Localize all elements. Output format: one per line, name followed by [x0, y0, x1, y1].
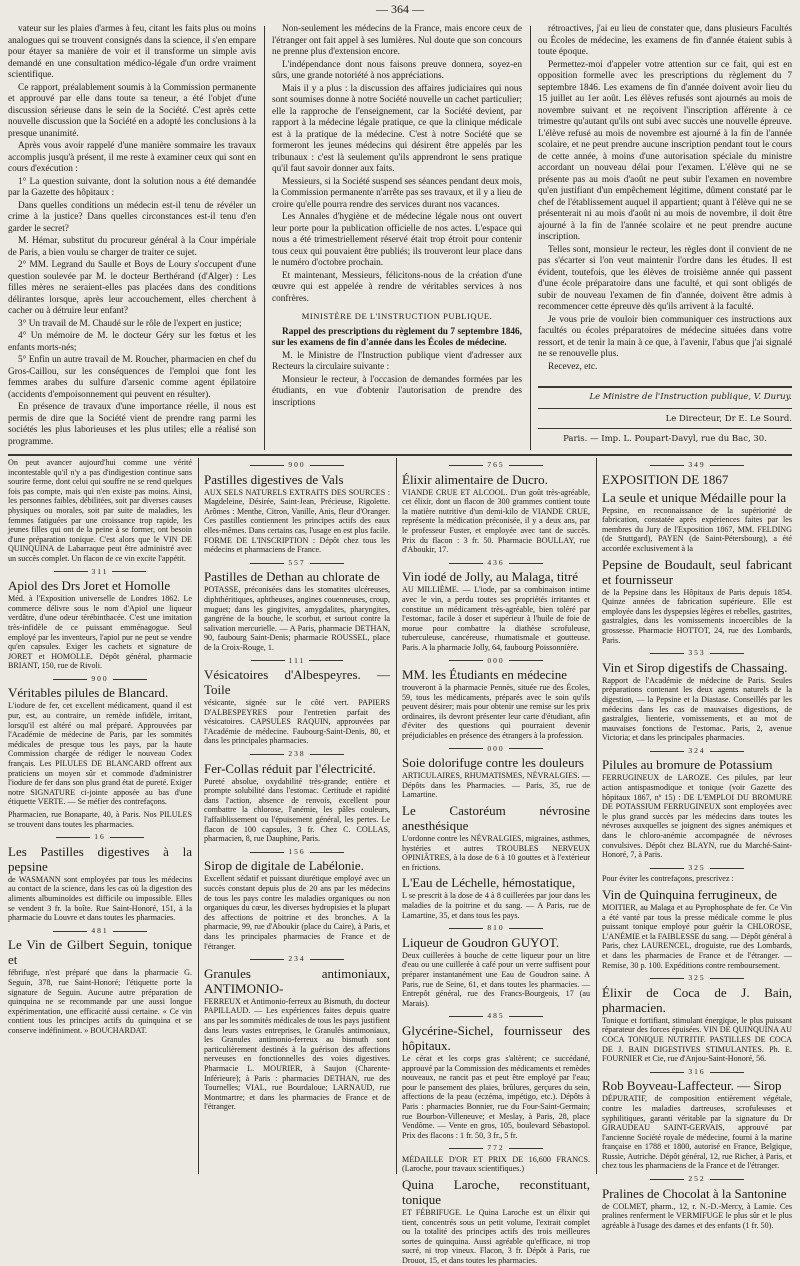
- advertisement: [602, 874, 792, 884]
- notice-title: Rappel des prescriptions du règlement du 7 septembre 1846, sur les examens de fin d'année dans les Écoles de médecine.: [272, 326, 522, 348]
- advertisement: [402, 935, 590, 1009]
- advertisement: [8, 844, 192, 923]
- advertisement: [402, 803, 590, 872]
- advertisement: [402, 1177, 590, 1266]
- paragraph: 2° MM. Legrand du Saulle et Boys de Loury s'occupent d'une question soulevée par M. le docteur Berthérand (d'Alger) : Les filles mères ne seraient-elles pas placées dans des conditions délirantes lorsque, après leur accouchement, elles cherchent à cacher ou à détruire leur enfant?: [8, 260, 256, 316]
- paragraph: Je vous prie de vouloir bien communiquer ces instructions aux facultés ou écoles préparatoires de médecine situées dans votre ressort, et de tenir la main à ce que, à l'avenir, l'abus que j'ai signalé ne se renouvelle plus.: [538, 314, 792, 359]
- ad-body: ARTICULAIRES, RHUMATISMES, NÉVRALGIES. — Dépôts dans les Pharmacies. — Paris, 35, rue de Lamartine.: [402, 771, 590, 800]
- ad-body: L'iodure de fer, cet excellent médicament, quand il est pur, est, au contraire, un remède infidèle, irritant, lorsqu'il est altéré ou mal préparé. Approuvées par l'Académie de médecine de Paris, par les sommités médicales de presque tous les pays, par la haute Commission chargée de rédiger le nouveau Codex français. Les PILULES DE BLANCARD offrent aux praticiens un moyen sûr et commode d'administrer l'iodure de fer dans son plus grand état de pureté. Exiger notre SIGNATURE ci-jointe apposée au bas d'une étiquette VERTE. — Se méfier des contrefaçons.: [8, 701, 192, 807]
- ad-body: L se prescrit à la dose de 4 à 8 cuillerées par jour dans les maladies de la poitrine et du sang. — A Paris, rue de Lamartine, 35, et dans tous les pays.: [402, 891, 590, 920]
- paragraph: En présence de travaux d'une importance réelle, il nous est permis de dire que la Société vient de prendre rang parmi les sociétés les plus laborieuses et les plus utiles; elle a réalisé son programme.: [8, 402, 256, 447]
- director-line: Le Directeur, Dr E. Le Sourd.: [665, 414, 792, 424]
- advertisement: [402, 472, 590, 555]
- ad-title: Sirop de digitale de Labélonie.: [204, 858, 364, 874]
- ad-body: AU MILLIÈME. — L'iode, par sa combinaison intime avec le vin, a perdu toutes ses propriétés irritantes et constitue un médicament très-agréable, bien toléré par l'estomac, facile à doser et supérieur à l'huile de foie de morue pour combattre la diathèse scrofuleuse, tuberculeuse, cancéreuse, rhumatismale et goutteuse. Paris. A la pharmacie Jolly, 64, faubourg Poissonnière.: [402, 585, 590, 652]
- ad-number: 481: [8, 926, 192, 936]
- advertisement: [402, 755, 590, 800]
- imprint-line: Paris. — Imp. L. Poupart-Davyl, rue du Bac, 30.: [563, 434, 767, 444]
- ad-number: 16: [8, 832, 192, 842]
- ad-body: Pureté absolue, oxydabilité très-grande; entière et prompte solubilité dans l'estomac. Certitude et rapidité dans l'action, absence de renvois, excellent pour combattre la chlorose, l'anémie, les pâles couleurs, l'affaiblissement ou l'épuisement général, les pertes. Le flacon de 100 capsules, 3 fr. Chez C. COLLAS, pharmacien, 8, rue Dauphine, Paris.: [204, 776, 390, 844]
- ad-body: POTASSE, préconisées dans les stomatites ulcéreuses, diphthéritiques, aphtheuses, angines couenneuses, croup, muguet; dans les gingivites, amygdalites, pharyngites, gangrène de la bouche, le scorbut, et surtout contre la salivation mercurielle. — A Paris, pharmacie DETHAN, 90, faubourg Saint-Denis; pharmacie ROUSSEL, place de la Croix-Rouge, 1.: [204, 585, 390, 652]
- divider: [538, 428, 792, 429]
- advertisement: [8, 937, 192, 1035]
- ads-column-4: [602, 458, 792, 1230]
- paragraph: M. Hémar, substitut du procureur général à la Cour impériale de Paris, a bien voulu se charger de traiter ce sujet.: [8, 236, 256, 258]
- ad-title: Vésicatoires d'Albespeyres. — Toile: [204, 667, 390, 698]
- ad-number: 765: [402, 460, 590, 470]
- ad-number: 316: [602, 1067, 792, 1077]
- ad-number: 238: [204, 749, 390, 759]
- ad-title: Pastilles digestives de Vals: [204, 471, 344, 487]
- ad-number: 156: [204, 847, 390, 857]
- ad-title: EXPOSITION DE 1867: [602, 471, 729, 487]
- column-divider: [596, 458, 597, 1174]
- ad-title: Les Pastilles digestives à la pepsine: [8, 843, 192, 874]
- ad-number: 485: [402, 1011, 590, 1021]
- column-divider: [198, 458, 199, 1174]
- article-column-1: [8, 24, 256, 452]
- ad-body: vésicante, signée sur le côté vert. PAPIERS D'ALBESPEYRES pour l'entretien parfait des vésicatoires. CAPSULES RAQUIN, approuvées par l'Académie de médecine. Faubourg-Saint-Denis, 80, et dans les principales pharmacies.: [204, 698, 390, 746]
- paragraph: Mais il y a plus : la discussion des affaires judiciaires qui nous sont soumises donne à notre Société nouvelle un cachet particulier; elle la rapproche de l'enseignement, car la Société devient, par rapport à la médecine légale pratique, ce que la clinique médicale est à la pratique de la médecine. C'est à notre Société que se formeront les jeunes médecins qui désirent être appelés par les tribunaux : c'est là seulement qu'ils apprendront le sens pratique qu'il faut savoir donner aux faits.: [272, 83, 522, 174]
- ad-body: Pepsine, en reconnaissance de la supériorité de fabrication, constatée après expériences faites par les membres du Jury de l'Exposition 1867, MM. FELDING (de Stuttgard), PAYEN (de Saint-Pétersbourg), a été accordée exclusivement à la: [602, 505, 792, 553]
- ad-title: Glycérine-Sichel, fournisseur des hôpitaux.: [402, 1022, 590, 1053]
- ad-body: DÉPURATIF, de composition entièrement végétale, contre les maladies dartreuses, scrofuleuses et syphilitiques, garanti véritable par la signature du Dr GIRAUDEAU SAINT-GERVAIS, approuvé par l'ancienne Société royale de médecine, fourni à la marine française en 1788 et 1800, autorisé en France, Belgique, Russie, Autriche. Dépôt général, 12, rue Richer, à Paris, et chez tous les pharmaciens de la France et de l'étranger.: [602, 1094, 792, 1171]
- ad-number: 252: [602, 1174, 792, 1184]
- advertisement: [402, 1155, 590, 1174]
- advertisement: [602, 1186, 792, 1231]
- paragraph: 3° Un travail de M. Chaudé sur le rôle de l'expert en justice;: [18, 318, 242, 329]
- ads-column-3: [402, 458, 590, 1266]
- advertisement: [402, 569, 590, 652]
- paragraph: L'indépendance dont nous faisons preuve donnera, soyez-en sûrs, une grande notoriété à nos appréciations.: [272, 59, 522, 81]
- ad-number: 325: [602, 863, 792, 873]
- ad-title: Vin de Quinquina ferrugineux, de: [602, 887, 778, 902]
- paragraph: Monsieur le recteur, à l'occasion de demandes formées par les étudiants, en vue d'obtenir l'autorisation de prendre des inscriptions: [272, 374, 522, 408]
- paragraph: vateur sur les plaies d'armes à feu, citant les faits plus ou moins analogues qui se trouvent consignés dans la science, il s'en empare pour étayer sa manière de voir et il transforme un simple avis demandé en une consultation médico-légale d'un ordre vraiment scientifique.: [8, 24, 256, 80]
- advertisement: [402, 875, 590, 920]
- advertisement: [602, 757, 792, 859]
- paragraph: Permettez-moi d'appeler votre attention sur ce fait, qui est en opposition formelle avec les prescriptions du règlement du 7 septembre 1846. Les examens de fin d'année doivent avoir lieu du 15 juillet au 1er août. Les élèves refusés sont ajournés au mois de novembre suivant et ne reçoivent l'inscription afférente à ce trimestre qu'autant qu'ils ont subi avec succès une nouvelle épreuve. L'élève refusé au mois de novembre est ajourné à la fin de l'année scolaire, et ne peut prendre aucune inscription pendant tout le cours de cette année, à moins d'une autorisation spéciale du ministre accordant un nouveau délai pour l'examen. L'élève qui ne se présente pas au mois d'août ne peut subir l'examen en novembre qu'en justifiant d'un empêchement légitime, dûment constaté par le chef de l'établissement auquel il appartient; quant à l'élève qui ne se présenterait ni au mois d'août ni au mois de novembre, il doit être ajourné à la fin de l'année scolaire et ne peut prendre aucune inscription.: [538, 59, 792, 242]
- paragraph: Dans quelles conditions un médecin est-il tenu de révéler un crime à la justice? Dans quelles circonstances est-il tenu d'en garder le secret?: [8, 200, 256, 234]
- advertisement: [602, 887, 792, 970]
- ad-body: Excellent sédatif et puissant diurétique employé avec un succès constant depuis plus de 20 ans par les médecins de tous les pays contre les maladies organiques ou non organiques du cœur, les diverses hydropisies et la plupart des affections de poitrine et des bronches. A la pharmacie, 99, rue d'Aboukir (place du Caire), à Paris, et dans les principales pharmacies de France et de l'étranger.: [204, 874, 390, 951]
- paragraph: 5° Enfin un autre travail de M. Roucher, pharmacien en chef du Gros-Caillou, sur les conséquences de l'emploi que font les femmes arabes du sulfure d'arsenic comme agent épilatoire (accidents d'empoisonnement qui peuvent en résulter).: [8, 355, 256, 400]
- page-number: — 364 —: [376, 2, 424, 16]
- article-column-3: [538, 24, 792, 384]
- ad-body: Rapport de l'Académie de médecine de Paris. Seules préparations contenant les deux agents naturels de la digestion, — la Pepsine et la Diastase. Conseillés par les médecins dans les cas de mauvaises digestions, de gastralgies, lienterie, vomissements, et au mot de mauvaises fonctions de l'estomac. Paris, 2, avenue Victoria; et dans les principales pharmacies.: [602, 675, 792, 743]
- paragraph: 4° Un mémoire de M. le docteur Géry sur les fœtus et les enfants morts-nés;: [8, 331, 256, 353]
- ad-body: L'ordonne contre les NÉVRALGIES, migraines, asthmes, hystéries et autres TROUBLES NERVEUX OPINIÂTRES, à la dose de 6 à 10 gouttes et à l'extérieur en frictions.: [402, 834, 590, 872]
- ad-body: fébrifuge, n'est préparé que dans la pharmacie G. Seguin, 378, rue Saint-Honoré; l'étiquette porte la signature de Seguin. Aucune autre préparation de quinquina ne se recommande par une aussi longue expérimentation, une efficacité aussi certaine. « Ce vin contient tous les principes actifs du quinquina et se conserve indéfiniment. » BOUCHARDAT.: [8, 968, 192, 1035]
- ad-body: Le cérat et les corps gras s'altèrent; ce succédané, approuvé par la Commission des médicaments et remèdes nouveaux, ne rancit pas et peut être employé par l'eau; pour le pansement des plaies, brûlures, gerçures du sein, affections de la peau (eczéma, impétigo, etc.). Dépôts à Paris : pharmacies Bonnier, rue du Four-Saint-Germain; rue Bourbon-Villeneuve; et Meslay, à Paris, 28, place Vendôme. — Vente en gros, 105, boulevard Sébastopol. Prix des flacons : 1 fr. 50, 3 fr., 5 fr.: [402, 1053, 590, 1140]
- ad-body: Pour éviter les contrefaçons, prescrivez :: [602, 874, 734, 884]
- ad-number: 111: [204, 656, 390, 666]
- ad-body: FERREUX et Antimonio-ferreux au Bismuth, du docteur PAPILLAUD. — Les expériences faites depuis quatre ans par les sommités médicales de tous les pays justifient dans leurs vastes entreprises, le Granulés antimoniaux, les Granules antimonio-ferreux au bismuth sont particulièrement destinés à la guérison des affections nerveuses en fonctionnelles des voies digestives. Pharmacie L. MOURIER, à Saujon (Charente-Inférieure); à Paris : pharmacies DETHAN, rue des Tournelles; VIAL, rue Bourdaloue; LARNAUD, rue Montmartre; et dans les pharmacies de France et de l'étranger.: [204, 996, 390, 1112]
- ad-number: 324: [602, 746, 792, 756]
- advertisement: [602, 1078, 792, 1171]
- paragraph: Ce rapport, préalablement soumis à la Commission permanente et approuvé par elle dans toute sa teneur, a été l'objet d'une discussion sérieuse dans le sein de la Société. C'est après cette nouvelle discussion que la Société en a adopté les conclusions à la presque unanimité.: [8, 82, 256, 139]
- advertisement: [602, 985, 792, 1064]
- advertisement: [8, 578, 192, 671]
- advertisement: [8, 458, 192, 564]
- ad-body: On peut avancer aujourd'hui comme une vérité incontestable qu'il n'y a pas d'indigestion continue sans sourire ferme, dont celui qui souffre ne se rend quelques fois pas compte, mais qui n'en existe pas moins. Ainsi, les personnes faibles, débilitées, soit par diverses causes physiques ou morales, soit par suite de maladies, les femmes fatiguées par une croissance trop rapide, les jeunes filles qui ont de la peine à se former, ont besoin d'une préparation tonique. C'est alors que le VIN DE QUINQUINA de Labarraque peut être administré avec un succès complet. Un flacon de ce vin excite l'appétit.: [8, 458, 192, 563]
- paragraph: Après vous avoir rappelé d'une manière sommaire les travaux accomplis jusqu'à présent, il me reste à examiner ceux qui sont en cours d'exécution :: [8, 141, 256, 174]
- column-divider: [396, 458, 397, 1174]
- ad-title: Fer-Collas réduit par l'électricité.: [204, 760, 376, 776]
- signature: Le Ministre de l'Instruction publique, V. Duruy.: [589, 392, 792, 402]
- advertisement: [602, 557, 792, 646]
- advertisement: [602, 660, 792, 743]
- ad-title: Le Vin de Gilbert Seguin, tonique et: [8, 937, 192, 968]
- advertisement: [402, 1023, 590, 1140]
- ad-body: FERRUGINEUX de LAROZE. Ces pilules, par leur action antispasmodique et tonique (voir Gazette des hôpitaux 1867, nº 15) : DE L'EMPLOI DU BROMURE DE POTASSIUM FERRUGINEUX sont employées avec le plus grand succès par les médecins dans toutes les névroses auxquelles se joignent des signes anémiques et dans le chloro-anémie accompagnée de névroses convulsives. Dépôt chez BLAYN, rue du Marché-Saint-Honoré, 7, à Paris.: [602, 773, 792, 860]
- ad-title: Vin et Sirop digestifs de Chassaing.: [602, 659, 788, 675]
- ad-number: 353: [602, 648, 792, 658]
- ad-title: Pepsine de Boudault, seul fabricant et fournisseur: [602, 556, 792, 587]
- advertisement: [204, 667, 390, 746]
- ad-title: Pralines de Chocolat à la Santonine: [602, 1185, 787, 1201]
- ad-title: Pastilles de Dethan au chlorate de: [204, 569, 380, 585]
- divider: [538, 386, 792, 388]
- ad-title: Élixir de Coca de J. Bain, pharmacien.: [602, 984, 792, 1015]
- advertisement: [204, 472, 390, 555]
- ad-body: Pharmacien, rue Bonaparte, 40, à Paris. Nos PILULES se trouvent dans toutes les pharmacies.: [8, 810, 192, 829]
- advertisement: [8, 685, 192, 807]
- advertisement: [204, 966, 390, 1112]
- ad-body: de WASMANN sont employées par tous les médecins au contact de la science, dans les cas où la digestion des aliments albuminoïdes est difficile ou impossible. Elles se vendent 3 fr. la boîte. Rue Saint-Honoré, 151, à la pharmacie du Louvre et dans toutes les pharmacies.: [8, 874, 192, 923]
- ad-title: Granules antimoniaux, ANTIMONIO-: [204, 965, 390, 996]
- advertisement: [204, 569, 390, 652]
- ad-number: 234: [204, 954, 390, 964]
- ad-body: Tonique et fortifiant, stimulant énergique, le plus puissant réparateur des forces épuisées. VIN DE QUINQUINA AU COCA TONIQUE NUTRITIF. PASTILLES DE COCA DE J. BAIN DIGESTIVES STIMULANTES. Ph. E. FOURNIER et Cie, rue d'Anjou-Saint-Honoré, 56.: [602, 1015, 792, 1064]
- paragraph: Telles sont, monsieur le recteur, les règles dont il convient de ne pas s'écarter si l'on veut maintenir l'ordre dans les études. Il est évident, toutefois, que les élèves de troisième année qui passent d'une école préparatoire dans une faculté, et qui sont obligés de subir de nouveau l'examen de fin d'année, doivent être admis à recommencer cette épreuve dès qu'ils arrivent à la faculté.: [538, 244, 792, 312]
- section-divider: [8, 454, 792, 456]
- advertisement: [602, 472, 792, 487]
- ad-body: MOITIER, au Malaga et au Pyrophosphate de fer. Ce Vin a été vanté par tous la presse médicale comme le plus puissant tonique employé pour guérir la CHLOROSE, L'ANÉMIE et la FAIBLESSE du sang. — Dépôt général à Paris, chez LAURENCEL, droguiste, rue des Lombards, et dans les pharmacies de France et de l'étranger. — Remise, 30 p. 100. Expéditions contre remboursement.: [602, 903, 792, 970]
- ads-column-2: [204, 458, 390, 1174]
- section-heading: MINISTÈRE DE L'INSTRUCTION PUBLIQUE.: [301, 311, 493, 321]
- column-divider: [530, 26, 531, 450]
- ad-title: Quina Laroche, reconstituant, tonique: [402, 1177, 590, 1208]
- ad-body: ET FÉBRIFUGE. Le Quina Laroche est un élixir qui tient, concentrés sous un petit volume, l'extrait complet ou la totalité des principes actifs des trois meilleures sortes de quinquina. Aussi agréable qu'efficace, ni trop sucré, ni trop vineux. Flacon, 3 fr. Dépôt à Paris, rue Drouot, 15, et dans toutes les pharmacies.: [402, 1208, 590, 1266]
- ad-number: 000: [402, 656, 590, 666]
- ad-number: 349: [602, 460, 792, 470]
- ad-number: 325: [602, 973, 792, 983]
- ad-body: VIANDE CRUE ET ALCOOL. D'un goût très-agréable, cet élixir, dont un flacon de 300 grammes contient toute la matière nutritive d'un demi-kilo de VIANDE CRUE, représente la médication préconisée, il y a deux ans, par le professeur Fuster, et employée avec tant de succès. Prix du flacon : 3 fr. 50. Pharmacie BOULLAY, rue d'Aboukir, 17.: [402, 487, 590, 555]
- advertisement: [602, 490, 792, 554]
- ad-title: Soie dolorifuge contre les douleurs: [402, 755, 584, 771]
- ad-title: MM. les Étudiants en médecine: [402, 667, 567, 683]
- ad-body: Deux cuillerées à bouche de cette liqueur pour un litre d'eau ou une cuillerée à café pour un verre suffisent pour préparer instantanément une Eau de Goudron saine. A Paris, rue de Seine, 61, et dans toutes les pharmacies. — Entrepôt général, rue des Francs-Bourgeois, 17 (au Marais).: [402, 950, 590, 1008]
- column-divider: [264, 26, 265, 450]
- ad-title: Le Castoréum névrosine anesthésique: [402, 803, 590, 834]
- ad-body: trouveront à la pharmacie Pennès, située rue des Écoles, 59, tous les médicaments, préparés avec le soin qu'ils peuvent désirer; mais pour obtenir une remise sur les prix ordinaires, ils devront présenter leur carte d'étudiant, afin d'éviter des questions qui pourraient devenir préjudiciables en présence des étrangers à la profession.: [402, 683, 590, 741]
- ad-body: MÉDAILLE D'OR ET PRIX DE 16,600 FRANCS. (Laroche, pour travaux scientifiques.): [402, 1154, 590, 1174]
- ad-body: de la Pepsine dans les Hôpitaux de Paris depuis 1854. Quinze années de fabrication supérieure. Elle est employée dans les dyspepsies légères et rebelles, gastrites, gastralgies, dans les vomissements incoercibles de la grossesse. Pharmacie HOTTOT, 24, rue des Lombards, Paris.: [602, 587, 792, 645]
- ad-title: Liqueur de Goudron GUYOT.: [402, 934, 560, 950]
- ad-number: 000: [402, 744, 590, 754]
- paragraph: rétroactives, j'ai eu lieu de constater que, dans plusieurs Facultés ou Écoles de médecine, les examens de fin d'année étaient subis à toute époque.: [538, 24, 792, 57]
- ad-number: 900: [204, 460, 390, 470]
- ad-title: La seule et unique Médaille pour la: [602, 489, 787, 505]
- ad-number: 436: [402, 558, 590, 568]
- advertisement: [402, 667, 590, 741]
- paragraph: Les Annales d'hygiène et de médecine légale nous ont ouvert leur porte pour la publication officielle de nos actes. L'espace qui nous a été trimestriellement réservé était trop étroit pour contenir tous ceux qui pouvaient être publiés; ils trouveront leur place dans le numéro d'octobre prochain.: [272, 212, 522, 268]
- ad-number: 810: [402, 923, 590, 933]
- ad-title: Pilules au bromure de Potassium: [602, 757, 773, 773]
- ad-number: 900: [8, 674, 192, 684]
- paragraph: Non-seulement les médecins de la France, mais encore ceux de l'étranger ont fait appel à ses lumières. Nul doute que son concours ne prenne plus d'extension encore.: [272, 24, 522, 57]
- paragraph: Recevez, etc.: [548, 361, 598, 372]
- ad-body: de COLMET, pharm., 12, r. N.-D.-Mercy, à Lamie. Ces pralines renferment le VERMIFUGE le plus sûr et le plus agréable à l'usage des dames et des enfants (1 fr. 50).: [602, 1201, 792, 1230]
- ad-title: Rob Boyveau-Laffecteur. — Sirop: [602, 1078, 782, 1094]
- ad-body: Méd. à l'Exposition universelle de Londres 1862. Le commerce délivre sous le nom d'Apiol une liqueur verdâtre, d'une odeur térébinthacée. C'est une imitation très-infidèle de ce puissant emménagogue. Seul employé par les inventeurs, l'apiol pur ne peut se vendre qu'en capsules. Exiger les cachets et signature de JORET et HOMOLLE. Dépôt général, pharmacie BRIANT, 150, rue de Rivoli.: [8, 594, 192, 671]
- article-column-2: [272, 24, 522, 452]
- paragraph: Messieurs, si la Société suspend ses séances pendant deux mois, la Commission permanente n'arrête pas ses travaux, et il y a lieu de croire qu'elle pourra rendre des services durant nos vacances.: [272, 176, 522, 210]
- advertisement: [204, 761, 390, 844]
- advertisement: [8, 810, 192, 829]
- ad-body: AUX SELS NATURELS EXTRAITS DES SOURCES : Magdeleine, Désirée, Saint-Jean, Précieuse, Rigolette. Arômes : Menthe, Citron, Vanille, Anis, fleur d'Oranger. Ces pastilles contiennent les principes actifs des eaux elles-mêmes. Dans certains cas, l'usage en est plus facile. FORME DE L'INSCRIPTION : Dépôt chez tous les médecins et pharmaciens de France.: [204, 487, 390, 555]
- ad-number: 772: [402, 1143, 590, 1153]
- ad-number: 557: [204, 558, 390, 568]
- paragraph: M. le Ministre de l'Instruction publique vient d'adresser aux Recteurs la circulaire suivante :: [272, 350, 522, 372]
- divider: [538, 408, 792, 409]
- ad-title: Vin iodé de Jolly, au Malaga, titré: [402, 569, 578, 585]
- ad-title: Apiol des Drs Joret et Homolle: [8, 578, 171, 594]
- advertisement: [204, 858, 390, 951]
- paragraph: 1° La question suivante, dont la solution nous a été demandée par la Gazette des hôpitaux :: [8, 176, 256, 198]
- ad-title: L'Eau de Léchelle, hémostatique,: [402, 875, 576, 891]
- paragraph: Et maintenant, Messieurs, félicitons-nous de la création d'une œuvre qui est appelée à rendre de véritables services à nos confrères.: [272, 270, 522, 304]
- ad-number: 311: [8, 567, 192, 577]
- ad-title: Véritables pilules de Blancard.: [8, 685, 169, 701]
- ads-column-1: [8, 458, 192, 1174]
- ad-title: Élixir alimentaire de Ducro.: [402, 471, 548, 487]
